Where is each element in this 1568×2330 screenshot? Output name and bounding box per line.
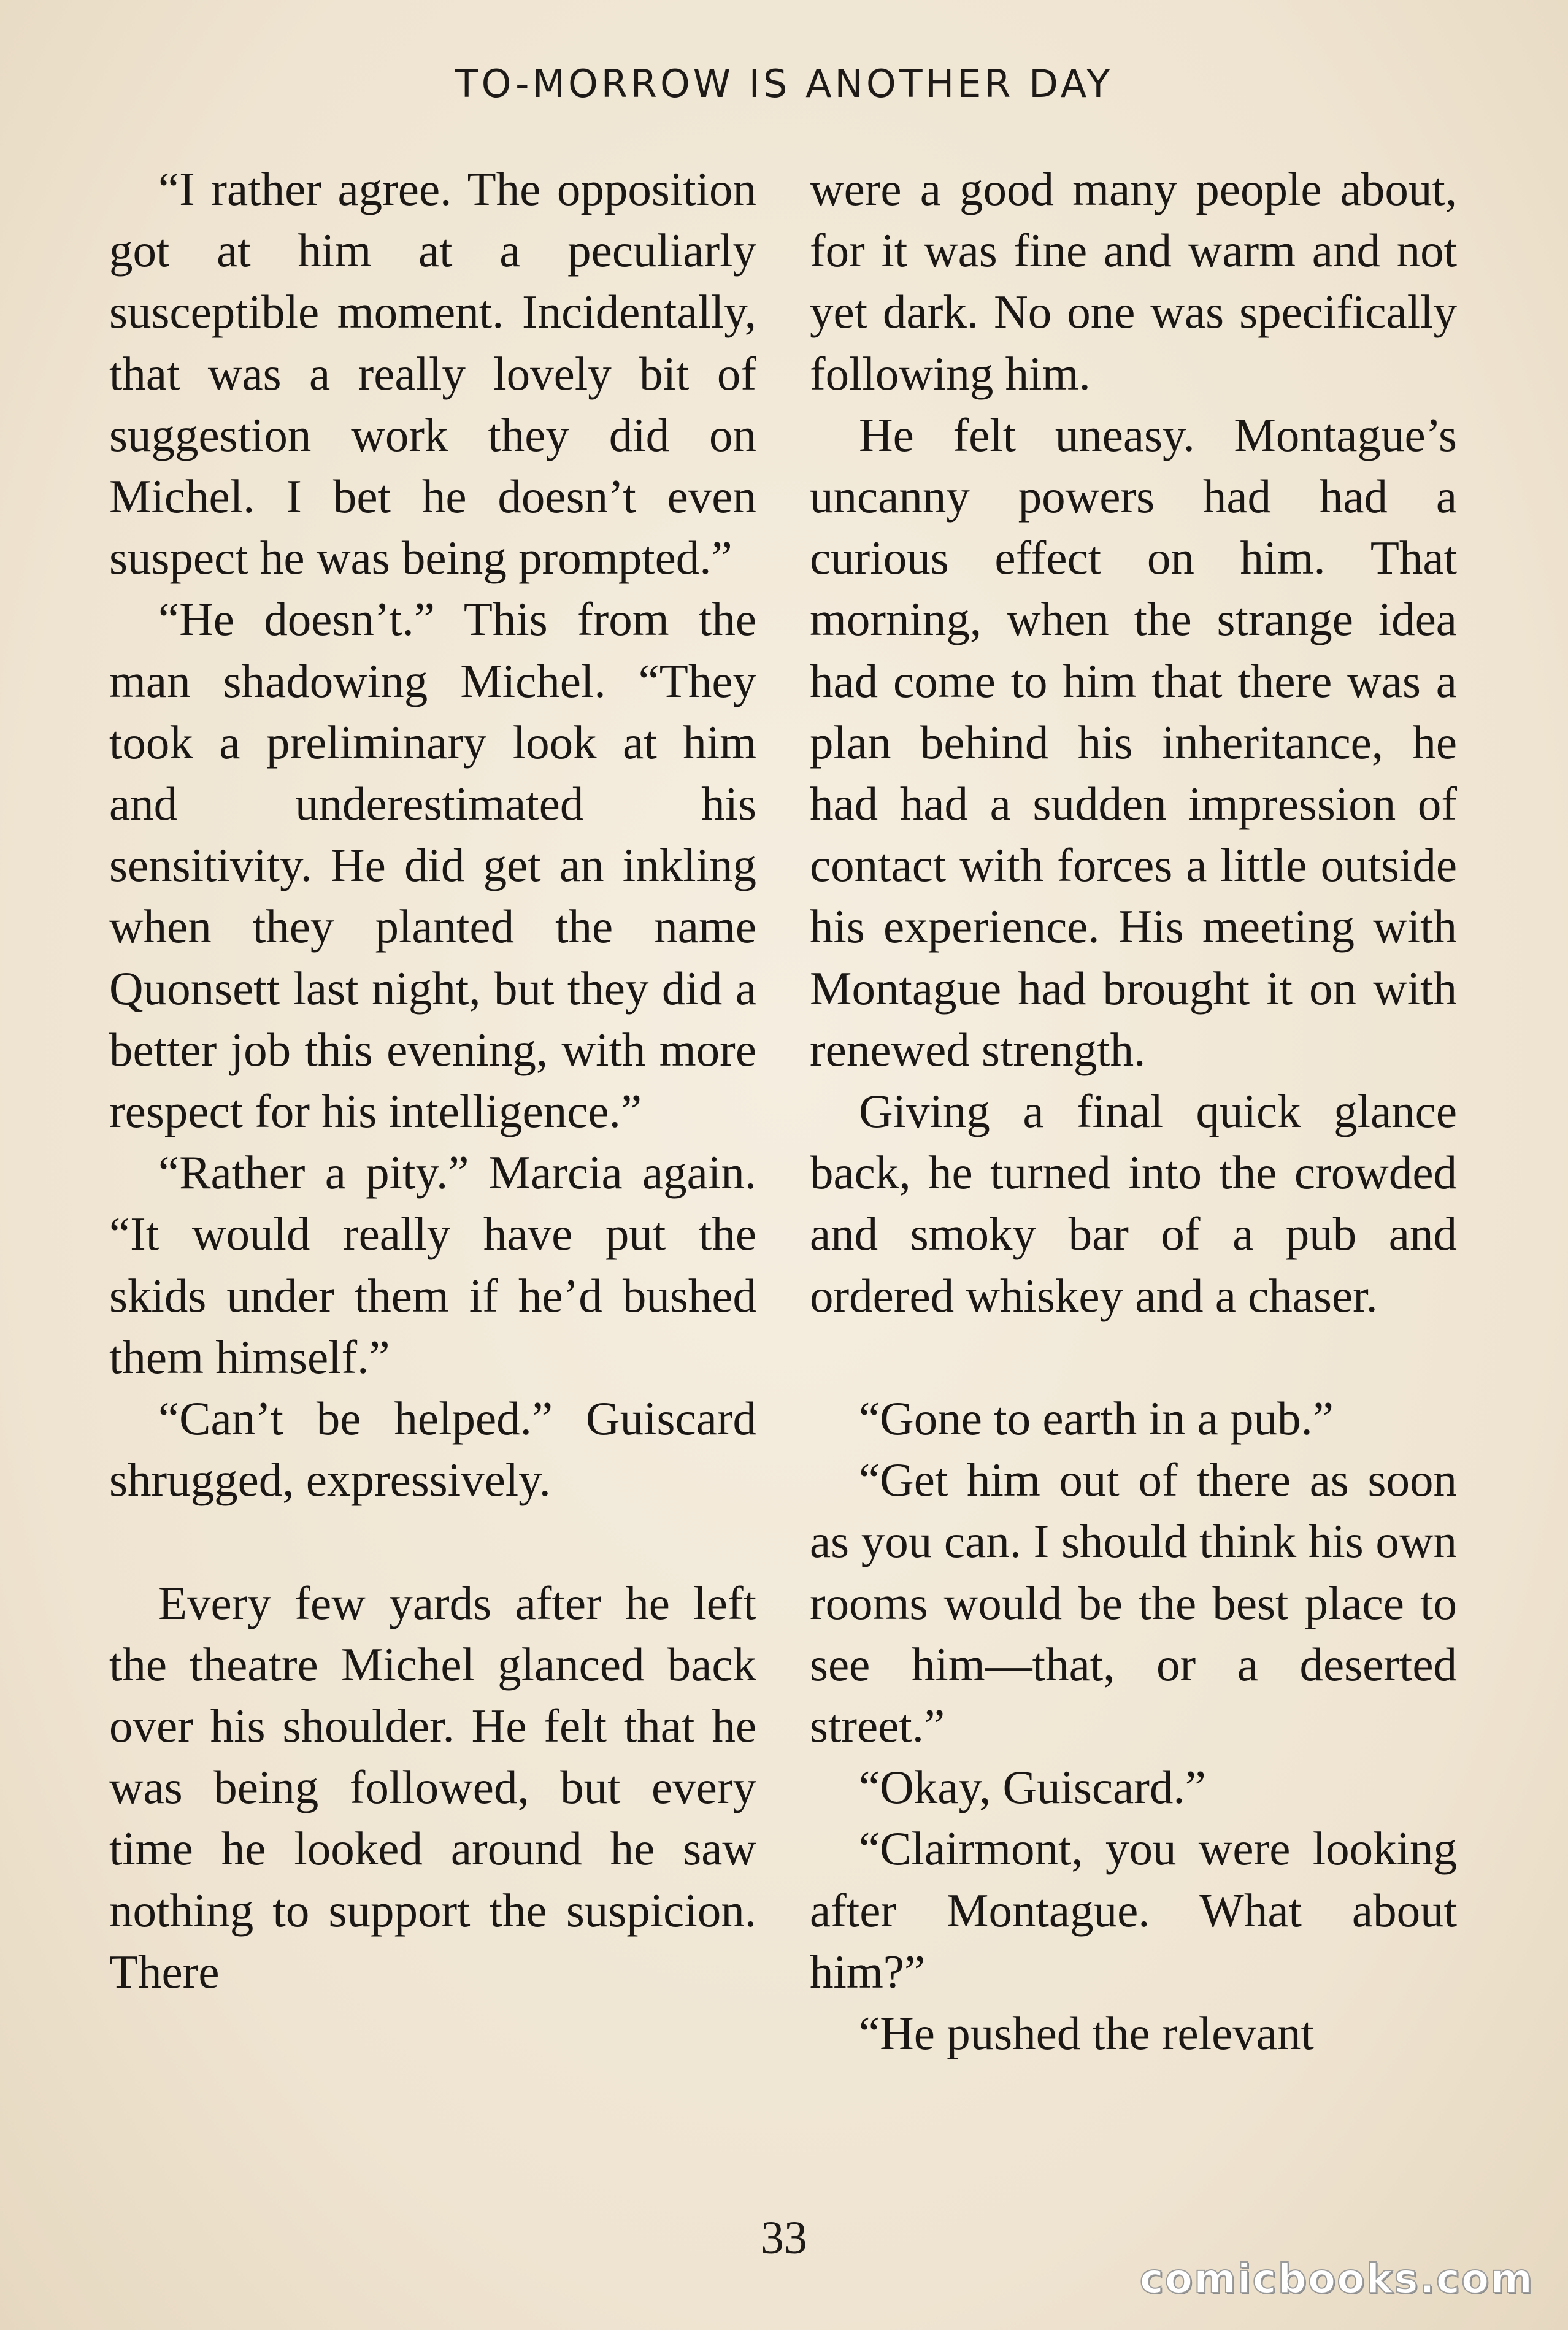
paragraph: “Clairmont, you were looking after Montague. What about him?”: [810, 1822, 1457, 1998]
paragraph: “He pushed the relevant: [859, 2007, 1314, 2060]
paragraph: “He doesn’t.” This from the man shadowing Michel. “They took a preliminary look at him and underestimated his sensitivity. He did get an inkling when they planted the name Quonsett last night, but they did a better job this evening, with more respect for his intelligence.”: [109, 593, 756, 1138]
running-head: TO-MORROW IS ANOTHER DAY: [455, 61, 1113, 106]
paragraph: “Get him out of there as soon as you can. I should think his own rooms would be the best place to see him—that, or a deserted street.”: [810, 1453, 1457, 1753]
paragraph: Every few yards after he left the theatre Michel glanced back over his shoulder. He felt that he was being followed, but every time he looked around he saw nothing to support the suspicion. There: [109, 1576, 756, 1998]
section-break: [109, 1510, 756, 1572]
paragraph-continued: were a good many people about, for it was fine and warm and not yet dark. No one was specifically following him.: [810, 163, 1457, 400]
paragraph: He felt uneasy. Montague’s uncanny powers had had a curious effect on him. That morning, when the strange idea had come to him that there was a plan behind his inheritance, he had had a sudden impression of contact with forces a little outside his experience. His meeting with Montague had brought it on with renewed strength.: [810, 408, 1457, 1076]
left-column: [109, 158, 756, 2002]
paragraph: “I rather agree. The opposition got at him at a peculiarly susceptible moment. Incidentally, that was a really lovely bit of suggestion work they did on Michel. I bet he doesn’t even suspect he was being prompted.”: [109, 163, 756, 585]
paragraph: “Can’t be helped.” Guiscard shrugged, expressively.: [109, 1392, 756, 1507]
right-column: [810, 158, 1457, 2064]
paragraph: “Gone to earth in a pub.”: [859, 1392, 1334, 1445]
page-number: 33: [761, 2212, 807, 2264]
paragraph: Giving a final quick glance back, he turned into the crowded and smoky bar of a pub and ordered whiskey and a chaser.: [810, 1085, 1457, 1322]
paragraph: “Rather a pity.” Marcia again. “It would really have put the skids under them if he’d bushed them himself.”: [109, 1146, 756, 1383]
paragraph: “Okay, Guiscard.”: [859, 1761, 1206, 1814]
watermark-logo: comicbooks.com: [1139, 2255, 1534, 2302]
section-break: [810, 1326, 1457, 1388]
